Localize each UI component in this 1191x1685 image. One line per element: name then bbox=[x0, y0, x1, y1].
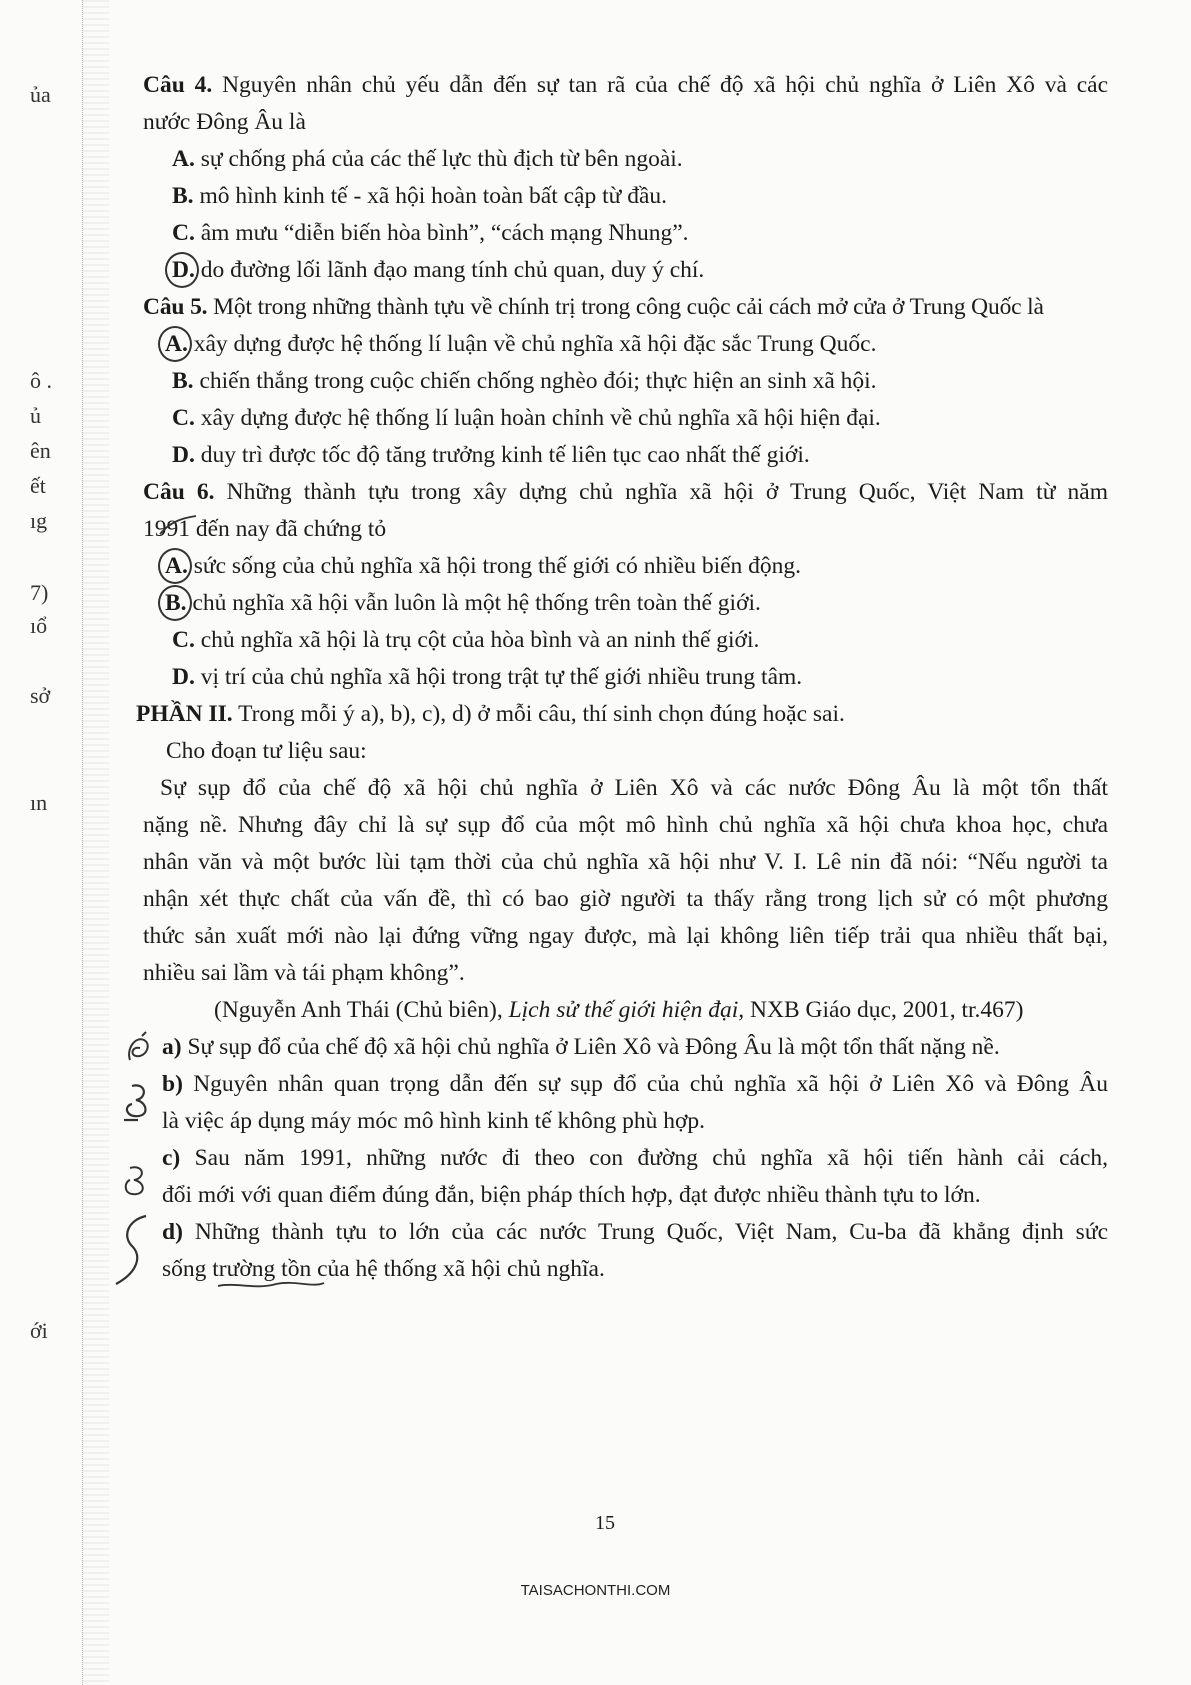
option-text: do đường lối lãnh đạo mang tính chủ quan, duy ý chí. bbox=[200, 257, 705, 283]
question-stem bbox=[143, 292, 1044, 322]
option-label: D. bbox=[172, 664, 195, 690]
option-label: C. bbox=[172, 627, 195, 653]
margin-fragment: ın bbox=[30, 790, 48, 815]
statement-text: Sau năm 1991, những nước đi theo con đường chủ nghĩa xã hội tiến hành cải cách, bbox=[194, 1145, 1109, 1171]
statement-text: Những thành tựu to lớn của các nước Trung Quốc, Việt Nam, Cu-ba đã khẳng định sức bbox=[194, 1219, 1108, 1245]
citation-title: Lịch sử thế giới hiện đại, bbox=[508, 997, 745, 1023]
answer-option-c bbox=[172, 625, 759, 655]
answer-option-c bbox=[172, 218, 689, 248]
answer-option-d bbox=[172, 662, 802, 692]
option-label: B. bbox=[172, 368, 194, 394]
option-text: xây dựng được hệ thống lí luận về chủ nghĩa xã hội đặc sắc Trung Quốc. bbox=[193, 331, 877, 357]
answer-option-b bbox=[172, 366, 877, 396]
answer-option-c bbox=[172, 403, 881, 433]
option-label-circled: A. bbox=[165, 331, 188, 357]
handwritten-mark-a bbox=[122, 1030, 156, 1066]
question-label: Câu 5. bbox=[143, 294, 208, 320]
option-text: chủ nghĩa xã hội vẫn luôn là một hệ thống trên toàn thế giới. bbox=[192, 590, 761, 616]
passage-line: nhân văn và một bước lùi tạm thời của chủ nghĩa xã hội như V. I. Lê nin đã nói: “Nếu người ta bbox=[143, 849, 1108, 875]
question-stem-text: Một trong những thành tựu về chính trị trong công cuộc cải cách mở cửa ở Trung Quốc là bbox=[213, 294, 1044, 320]
option-text: sự chống phá của các thế lực thù địch từ bên ngoài. bbox=[200, 146, 683, 172]
citation bbox=[214, 995, 1024, 1025]
passage-line: nhận xét thực chất của vấn đề, thì có bao giờ người ta thấy rằng trong lịch sử có một phương bbox=[143, 886, 1108, 912]
answer-option-a bbox=[172, 144, 683, 174]
option-text: chủ nghĩa xã hội là trụ cột của hòa bình và an ninh thế giới. bbox=[200, 627, 760, 653]
statement-c bbox=[162, 1143, 1108, 1173]
citation-rest: NXB Giáo dục, 2001, tr.467) bbox=[750, 997, 1024, 1023]
question-stem-line2: 1991 đến nay đã chứng tỏ bbox=[143, 516, 387, 542]
option-label: C. bbox=[172, 220, 195, 246]
answer-option-a bbox=[165, 329, 876, 359]
handwritten-strike bbox=[158, 514, 198, 538]
footer-watermark: TAISACHONTHI.COM bbox=[520, 1582, 671, 1599]
question-stem-line2: nước Đông Âu là bbox=[143, 109, 306, 135]
statement-d bbox=[162, 1217, 1108, 1247]
statement-text: Nguyên nhân quan trọng dẫn đến sự sụp đổ của chủ nghĩa xã hội ở Liên Xô và Đông Âu bbox=[193, 1071, 1108, 1097]
handwritten-mark-b bbox=[118, 1080, 158, 1124]
option-text: chiến thắng trong cuộc chiến chống nghèo đói; thực hiện an sinh xã hội. bbox=[199, 368, 877, 394]
margin-fragment: ới bbox=[30, 1318, 48, 1343]
option-text: âm mưu “diễn biến hòa bình”, “cách mạng Nhung”. bbox=[200, 220, 689, 246]
option-label: C. bbox=[172, 405, 195, 431]
margin-fragment: ết bbox=[30, 473, 46, 498]
answer-option-d bbox=[172, 440, 810, 470]
option-label: B. bbox=[172, 183, 194, 209]
margin-fragment: sở bbox=[30, 683, 51, 708]
option-text: xây dựng được hệ thống lí luận hoàn chỉnh về chủ nghĩa xã hội hiện đại. bbox=[200, 405, 881, 431]
passage-line: thức sản xuất mới nào lại đứng vững ngay được, mà lại không liên tiếp trải qua nhiều thất bại, bbox=[143, 923, 1108, 949]
statement-d-line2: sống trường tồn của hệ thống xã hội chủ nghĩa. bbox=[162, 1256, 605, 1282]
answer-option-b bbox=[172, 181, 667, 211]
question-stem bbox=[143, 477, 1108, 507]
margin-fragment: ên bbox=[30, 438, 51, 463]
option-text: vị trí của chủ nghĩa xã hội trong trật tự thế giới nhiều trung tâm. bbox=[200, 664, 803, 690]
part-label: PHẦN II. bbox=[136, 701, 233, 727]
question-stem-text: Những thành tựu trong xây dựng chủ nghĩa xã hội ở Trung Quốc, Việt Nam từ năm bbox=[226, 479, 1109, 505]
question-label: Câu 6. bbox=[143, 479, 215, 505]
margin-fragment: ıg bbox=[30, 508, 48, 533]
statement-b-line2: là việc áp dụng máy móc mô hình kinh tế không phù hợp. bbox=[162, 1108, 706, 1134]
margin-fragment: 7) bbox=[30, 580, 49, 605]
answer-option-b bbox=[165, 588, 761, 618]
option-label-circled: B. bbox=[165, 590, 187, 616]
scan-edge-shadow bbox=[82, 0, 109, 1685]
option-label-circled: A. bbox=[165, 553, 188, 579]
handwritten-underline bbox=[216, 1278, 326, 1292]
option-label: A. bbox=[172, 146, 195, 172]
answer-option-d bbox=[172, 255, 704, 285]
statement-a bbox=[162, 1032, 1000, 1062]
statement-b bbox=[162, 1069, 1108, 1099]
option-text: duy trì được tốc độ tăng trưởng kinh tế liên tục cao nhất thế giới. bbox=[200, 442, 810, 468]
statement-label: a) bbox=[162, 1034, 182, 1060]
handwritten-mark-s bbox=[108, 1210, 158, 1290]
question-stem bbox=[143, 70, 1108, 100]
statement-label: b) bbox=[162, 1071, 183, 1097]
margin-fragment: ủ bbox=[30, 403, 41, 428]
question-label: Câu 4. bbox=[143, 72, 213, 98]
margin-fragment: ıổ bbox=[30, 613, 48, 638]
statement-c-line2: đổi mới với quan điểm đúng đắn, biện pháp thích hợp, đạt được nhiều thành tựu to lớn. bbox=[162, 1182, 981, 1208]
citation-author: (Nguyễn Anh Thái (Chủ biên), bbox=[214, 997, 503, 1023]
option-text: sức sống của chủ nghĩa xã hội trong thế giới có nhiều biến động. bbox=[193, 553, 802, 579]
margin-fragment: ô . bbox=[30, 368, 52, 393]
part-instruction: Trong mỗi ý a), b), c), d) ở mỗi câu, thí sinh chọn đúng hoặc sai. bbox=[238, 701, 845, 727]
passage-line: nặng nề. Nhưng đây chỉ là sự sụp đổ của một mô hình chủ nghĩa xã hội chưa khoa học, chưa bbox=[143, 812, 1108, 838]
margin-fragment: ủa bbox=[30, 82, 51, 107]
question-stem-text: Nguyên nhân chủ yếu dẫn đến sự tan rã của chế độ xã hội chủ nghĩa ở Liên Xô và các bbox=[222, 72, 1109, 98]
part-heading bbox=[136, 699, 845, 729]
passage-line: nhiều sai lầm và tái phạm không”. bbox=[143, 960, 465, 986]
statement-label: d) bbox=[162, 1219, 183, 1245]
passage-line: Sự sụp đổ của chế độ xã hội chủ nghĩa ở Liên Xô và các nước Đông Âu là một tổn thất bbox=[160, 775, 1108, 801]
option-label-circled: D. bbox=[172, 257, 195, 283]
statement-text: Sự sụp đổ của chế độ xã hội chủ nghĩa ở Liên Xô và Đông Âu là một tổn thất nặng nề. bbox=[187, 1034, 1000, 1060]
answer-option-a bbox=[165, 551, 801, 581]
page-number: 15 bbox=[595, 1512, 615, 1534]
handwritten-mark-c bbox=[118, 1160, 154, 1200]
option-label: D. bbox=[172, 442, 195, 468]
passage-intro: Cho đoạn tư liệu sau: bbox=[166, 738, 367, 764]
statement-label: c) bbox=[162, 1145, 181, 1171]
option-text: mô hình kinh tế - xã hội hoàn toàn bất cập từ đầu. bbox=[199, 183, 668, 209]
